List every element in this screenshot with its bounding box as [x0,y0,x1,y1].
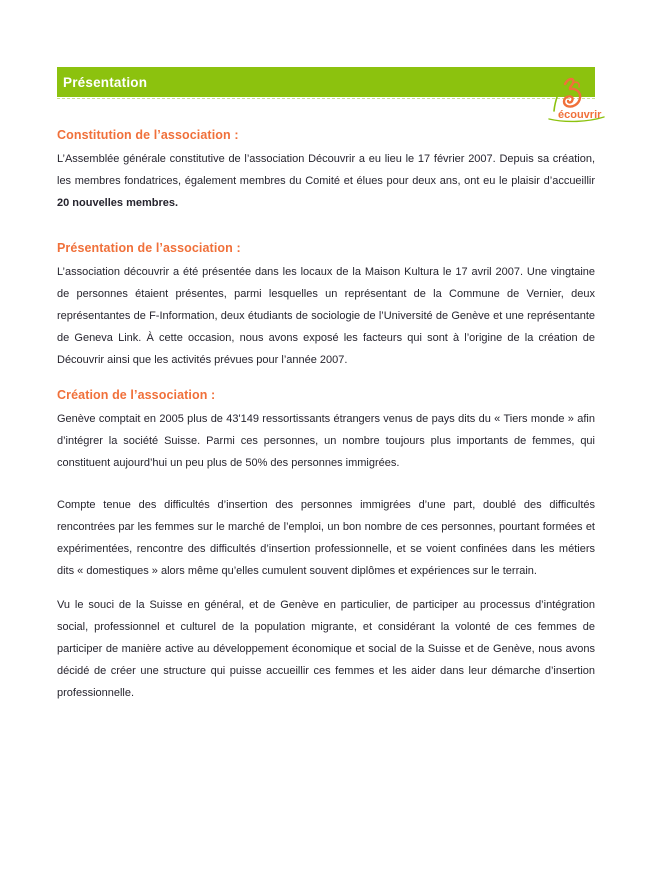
paragraph-presentation: L’association découvrir a été présentée dans les locaux de la Maison Kultura le 17 avril 2007. Une vingtaine de personnes étaient présentes, parmi lesquelles un représentant de la Commune de Vernier, deux représentantes de F-Information, deux étudiants de sociologie de l’Université de Genève et une représentante de Geneva Link. À cette occasion, nous avons exposé les facteurs qui sont à l’origine de la création de Découvrir ainsi que les activités prévues pour l’année 2007. [57,266,595,366]
section-presentation [57,240,595,371]
section-creation [57,387,595,704]
paragraph-creation-1: Genève comptait en 2005 plus de 43'149 ressortissants étrangers venus de pays dits du « Tiers monde » afin d’intégrer la société Suisse. Parmi ces personnes, un nombre toujours plus importants de femmes, qui constituent aujourd’hui un peu plus de 50% des personnes immigrées. [57,413,595,469]
banner-title: Présentation [63,74,148,90]
banner-dashed-rule [57,98,595,99]
document-content [0,67,652,704]
paragraph-creation-2: Compte tenue des difficultés d’insertion des personnes immigrées d’une part, doublé des difficultés rencontrées par les femmes sur le marché de l’emploi, un bon nombre de ces personnes, pourtant formées et expérimentées, rencontre des difficultés d’insertion professionnelle, et se voient confinées dans les métiers dits « domestiques » alors même qu’elles cumulent souvent diplômes et expériences sur le terrain. [57,499,595,577]
heading-presentation: Présentation de l’association : [57,241,241,255]
document-page [0,67,652,895]
decouvrir-logo-icon [538,75,614,125]
logo-wordmark: écouvrir [558,109,602,121]
paragraph-constitution [57,148,595,214]
paragraph-constitution-text: L’Assemblée générale constitutive de l’association Découvrir a eu lieu le 17 février 2007. Depuis sa création, les membres fondatrices, également membres du Comité et élues pour deux ans, ont eu le plaisir d’accueillir [57,153,595,187]
section-constitution [57,127,595,214]
decouvrir-logo [538,75,614,125]
section-banner [57,67,595,97]
paragraph-creation-3: Vu le souci de la Suisse en général, et de Genève en particulier, de participer au processus d’intégration social, professionnel et culturel de la population migrante, et considérant la volonté de ces femmes de participer de manière active au développement économique et social de la Suisse et de Genève, nous avons décidé de créer une structure qui puisse accueillir ces femmes et les aider dans leur démarche d’insertion professionnelle. [57,599,595,699]
heading-constitution: Constitution de l’association : [57,128,239,142]
heading-creation: Création de l’association : [57,388,216,402]
paragraph-constitution-bold: 20 nouvelles membres. [57,197,179,209]
